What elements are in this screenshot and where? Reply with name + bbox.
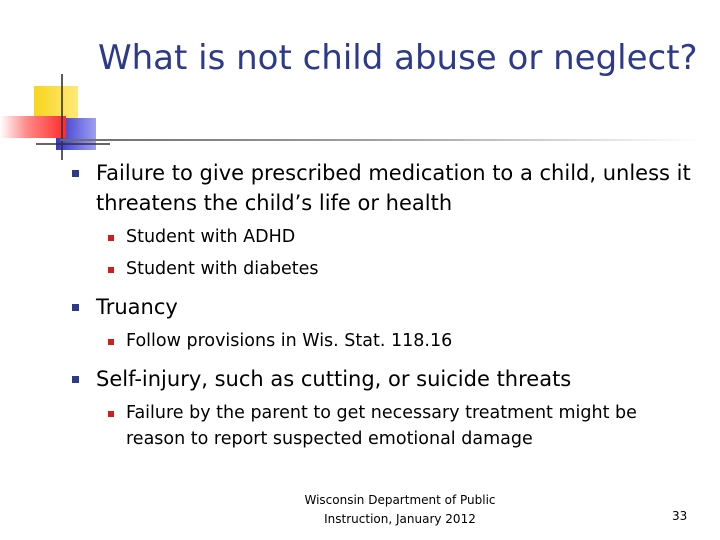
decorative-logo	[0, 0, 110, 170]
page-number: 33	[672, 509, 688, 523]
sub-bullet-item	[68, 328, 698, 354]
square-bullet-icon	[72, 304, 79, 311]
square-bullet-icon	[108, 235, 114, 241]
sub-bullet-text: Failure by the parent to get necessary treatment might be reason to report suspected emotional damage	[126, 403, 637, 449]
square-bullet-icon	[72, 376, 79, 383]
square-bullet-icon	[72, 170, 79, 177]
sub-bullet-text: Student with ADHD	[126, 227, 296, 247]
slide-title: What is not child abuse or neglect?	[98, 38, 698, 78]
bullet-text: Truancy	[96, 295, 178, 319]
square-bullet-icon	[108, 267, 114, 273]
bullet-item	[68, 364, 698, 394]
sub-bullet-text: Follow provisions in Wis. Stat. 118.16	[126, 331, 453, 351]
sub-bullet-text: Student with diabetes	[126, 259, 319, 279]
bullet-text: Self-injury, such as cutting, or suicide threats	[96, 367, 572, 391]
footer-line: Wisconsin Department of Public	[304, 493, 496, 507]
bullet-item	[68, 292, 698, 322]
sub-bullet-item	[68, 400, 698, 452]
square-bullet-icon	[108, 339, 114, 345]
square-bullet-icon	[108, 411, 114, 417]
sub-bullet-item	[68, 224, 698, 250]
footer-line: Instruction, January 2012	[324, 512, 476, 526]
bullet-text: Failure to give prescribed medication to a child, unless it threatens the child’s life or health	[96, 161, 691, 215]
bullet-list	[68, 158, 698, 452]
sub-bullet-item	[68, 256, 698, 282]
bullet-item	[68, 158, 698, 218]
footer-text	[270, 491, 530, 529]
title-divider	[60, 139, 700, 141]
